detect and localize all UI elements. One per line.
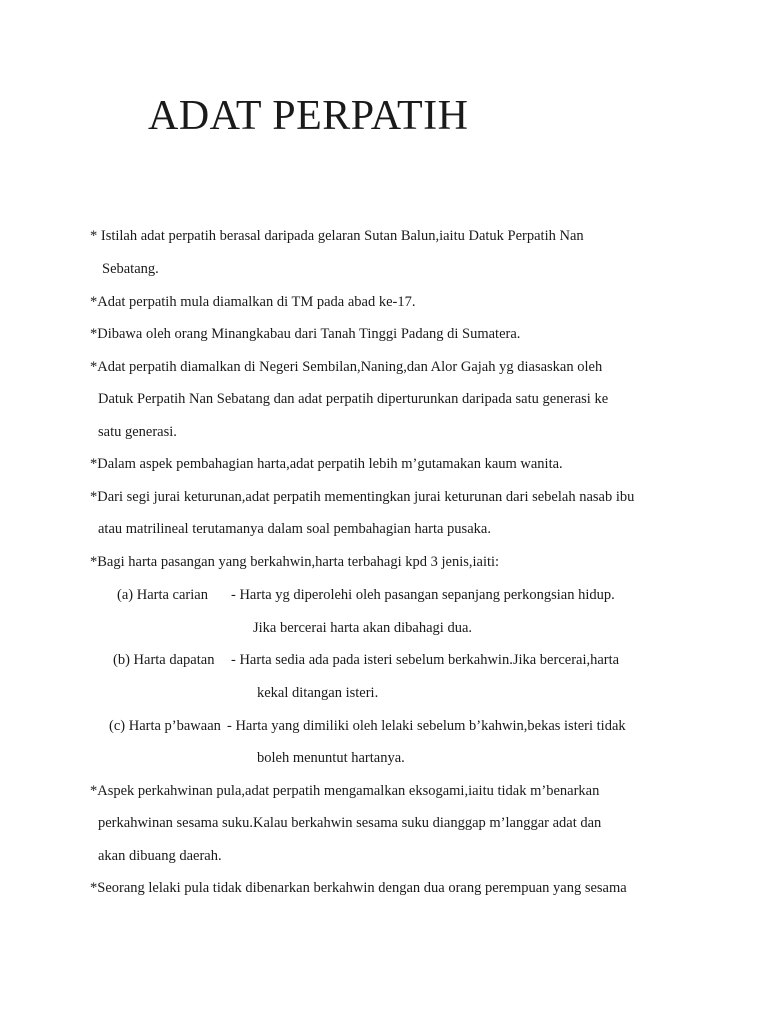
list-item-label: (a) Harta carian [117,587,208,603]
text-line: *Dari segi jurai keturunan,adat perpatih mementingkan jurai keturunan dari sebelah nasab ibu [90,489,635,505]
text-line: *Dibawa oleh orang Minangkabau dari Tanah Tinggi Padang di Sumatera. [90,326,521,342]
text-line: *Bagi harta pasangan yang berkahwin,harta terbahagi kpd 3 jenis,iaiti: [90,554,500,570]
text-line: Datuk Perpatih Nan Sebatang dan adat perpatih diperturunkan daripada satu generasi ke [98,391,609,407]
list-item-label: (c) Harta p’bawaan [109,718,221,734]
page-title: ADAT PERPATIH [148,93,469,139]
text-line: *Adat perpatih mula diamalkan di TM pada abad ke-17. [90,294,416,310]
text-line: perkahwinan sesama suku.Kalau berkahwin sesama suku dianggap m’langgar adat dan [98,815,602,831]
text-line: atau matrilineal terutamanya dalam soal pembahagian harta pusaka. [98,521,491,537]
text-line: satu generasi. [98,424,177,440]
text-line: *Adat perpatih diamalkan di Negeri Sembilan,Naning,dan Alor Gajah yg diasaskan oleh [90,359,603,375]
text-line: *Seorang lelaki pula tidak dibenarkan berkahwin dengan dua orang perempuan yang sesama [90,880,627,896]
list-item-label: (b) Harta dapatan [113,652,215,668]
text-line: *Dalam aspek pembahagian harta,adat perpatih lebih m’gutamakan kaum wanita. [90,456,563,472]
list-item-description: Jika bercerai harta akan dibahagi dua. [253,620,473,636]
text-line: akan dibuang daerah. [98,848,222,864]
text-line: * Istilah adat perpatih berasal daripada gelaran Sutan Balun,iaitu Datuk Perpatih Nan [90,228,584,244]
list-item-description: - Harta yang dimiliki oleh lelaki sebelum b’kahwin,bekas isteri tidak [227,718,626,734]
list-item-description: - Harta sedia ada pada isteri sebelum berkahwin.Jika bercerai,harta [231,652,620,668]
text-line: *Aspek perkahwinan pula,adat perpatih mengamalkan eksogami,iaitu tidak m’benarkan [90,783,600,799]
list-item-description: kekal ditangan isteri. [257,685,379,701]
list-item-description: boleh menuntut hartanya. [257,750,405,766]
text-line: Sebatang. [102,261,159,277]
list-item-description: - Harta yg diperolehi oleh pasangan sepanjang perkongsian hidup. [231,587,615,603]
